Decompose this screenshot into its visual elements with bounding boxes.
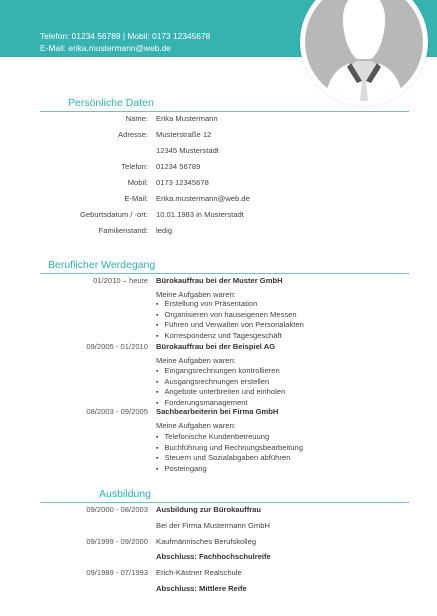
list-item: ▪ Organisieren von hauseigenen Messen bbox=[156, 310, 304, 321]
label-name: Name: bbox=[125, 114, 148, 123]
list-item: ▪ Angebote unterbreiten und einholen bbox=[156, 387, 285, 398]
section-title-personal: Persönliche Daten bbox=[68, 97, 154, 109]
list-item: ▪ Führen und Verwalten von Personalakten bbox=[156, 320, 304, 331]
list-item: ▪ Ausgangsrechnungen erstellen bbox=[156, 377, 285, 388]
label-address: Adresse: bbox=[118, 130, 148, 139]
education-line2: Abschluss: Fachhochschulreife bbox=[156, 552, 271, 561]
label-marital-status: Familienstand: bbox=[98, 226, 148, 235]
section-divider bbox=[40, 111, 409, 112]
section-title-education: Ausbildung bbox=[99, 488, 151, 500]
section-divider bbox=[40, 502, 409, 503]
list-item: ▪ Telefonische Kundenbetreuung bbox=[156, 432, 303, 443]
label-phone: Telefon: bbox=[121, 162, 148, 171]
education-line2: Bei der Firma Mustermann GmbH bbox=[156, 521, 270, 530]
list-item: ▪ Steuern und Sozialabgaben abführen bbox=[156, 453, 303, 464]
list-item: ▪ Eingangsrechnungen kontrollieren bbox=[156, 366, 285, 377]
header-contact-line1: Telefon: 01234 56789 | Mobil: 0173 12345678 bbox=[40, 31, 211, 41]
education-line1: Kaufmännisches Berufskolleg bbox=[156, 537, 257, 546]
value-email[interactable]: Erika.mustermann@web.de bbox=[156, 194, 250, 203]
job-task-list bbox=[156, 366, 285, 408]
education-period: 09/1989 - 07/1993 bbox=[86, 568, 148, 577]
list-item: ▪ Buchführung und Rechnungsbearbeitung bbox=[156, 443, 303, 454]
value-name: Erika Mustermann bbox=[156, 114, 218, 123]
job-tasks-intro: Meine Aufgaben waren: bbox=[156, 356, 236, 365]
value-marital-status: ledig bbox=[156, 226, 173, 235]
list-item: ▪ Korrespondenz und Tagesgeschäft bbox=[156, 331, 304, 342]
label-birth: Geburtsdatum / -ort: bbox=[80, 210, 148, 219]
job-position: Bürokauffrau bei der Muster GmbH bbox=[156, 276, 283, 285]
list-item: ▪ Posteingang bbox=[156, 464, 303, 475]
list-item: ▪ Erstellung von Präsentation bbox=[156, 299, 304, 310]
job-period: 01/2010 – heute bbox=[93, 276, 148, 285]
list-item: ▪ Forderungsmanagement bbox=[156, 398, 285, 409]
job-period: 09/2005 - 01/2010 bbox=[86, 342, 148, 351]
value-phone: 01234 56789 bbox=[156, 162, 201, 171]
education-line1: Ausbildung zur Bürokauffrau bbox=[156, 505, 262, 514]
job-tasks-intro: Meine Aufgaben waren: bbox=[156, 290, 236, 299]
job-period: 08/2003 - 09/2005 bbox=[86, 407, 148, 416]
value-birth: 10.01.1983 in Musterstadt bbox=[156, 210, 244, 219]
value-street: Musterstraße 12 bbox=[156, 130, 212, 139]
job-tasks-intro: Meine Aufgaben waren: bbox=[156, 421, 236, 430]
job-task-list bbox=[156, 432, 303, 474]
label-mobile: Mobil: bbox=[127, 178, 148, 187]
education-line2: Abschluss: Mittlere Reife bbox=[156, 584, 247, 593]
section-title-career: Beruflicher Werdegang bbox=[48, 259, 156, 271]
job-position: Sachbearbeiterin bei Firma GmbH bbox=[156, 407, 279, 416]
header-contact-line2: E-Mail: erika.mustermann@web.de bbox=[40, 43, 171, 53]
value-city: 12345 Musterstadt bbox=[156, 146, 219, 155]
avatar-silhouette-icon bbox=[305, 0, 423, 101]
education-line1: Erich-Kästner Realschule bbox=[156, 568, 242, 577]
job-position: Bürokauffrau bei der Beispiel AG bbox=[156, 342, 276, 351]
label-email: E-Mail: bbox=[124, 194, 148, 203]
education-period: 09/1999 - 09/2000 bbox=[86, 537, 148, 546]
education-period: 09/2000 - 08/2003 bbox=[86, 505, 148, 514]
section-divider bbox=[40, 273, 409, 274]
job-task-list bbox=[156, 299, 304, 341]
value-mobile: 0173 12345678 bbox=[156, 178, 209, 187]
profile-photo bbox=[300, 0, 428, 106]
